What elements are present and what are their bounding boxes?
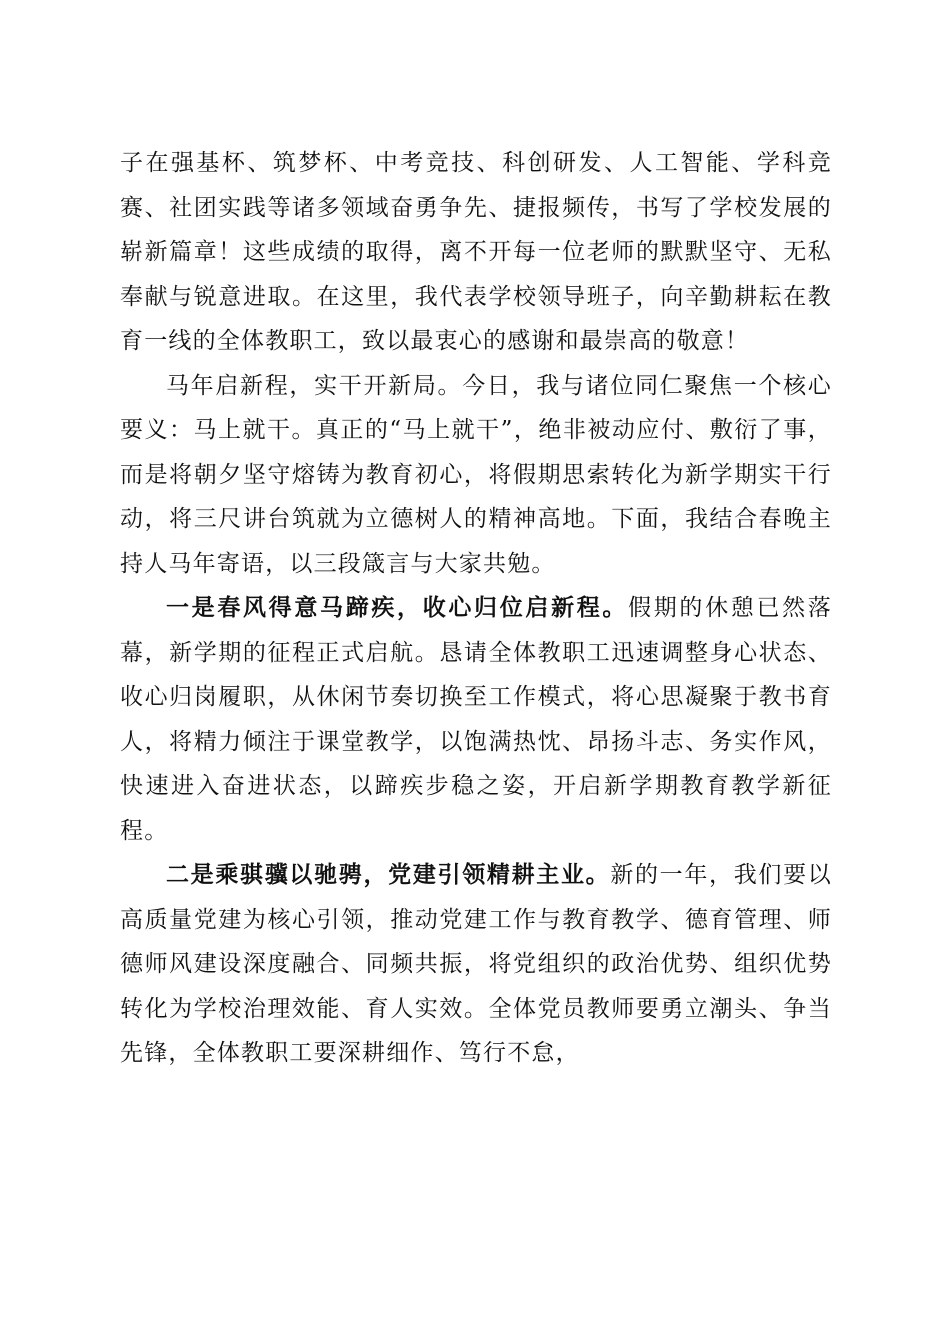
paragraph-4 <box>120 853 832 1076</box>
paragraph-1 <box>120 141 832 364</box>
paragraph-3-lead: 一是春风得意马蹄疾，收心归位启新程。 <box>166 594 629 621</box>
paragraph-3-text: 假期的休憩已然落幕，新学期的征程正式启航。恳请全体教职工迅速调整身心状态、收心归岗履职，从休闲节奏切换至工作模式，将心思凝聚于教书育人，将精力倾注于课堂教学，以饱满热忱、昂扬斗志、务实作风，快速进入奋进状态，以蹄疾步稳之姿，开启新学期教育教学新征程。 <box>120 595 832 844</box>
paragraph-2-text: 马年启新程，实干开新局。今日，我与诸位同仁聚焦一个核心要义：马上就干。真正的“马上就干”，绝非被动应付、敷衍了事，而是将朝夕坚守熔铸为教育初心，将假期思索转化为新学期实干行动，将三尺讲台筑就为立德树人的精神高地。下面，我结合春晚主持人马年寄语，以三段箴言与大家共勉。 <box>120 372 832 577</box>
document-body <box>120 141 832 1076</box>
paragraph-4-lead: 二是乘骐骥以驰骋，党建引领精耕主业。 <box>166 861 611 888</box>
paragraph-3 <box>120 586 832 853</box>
paragraph-2 <box>120 364 832 587</box>
paragraph-4-text: 新的一年，我们要以高质量党建为核心引领，推动党建工作与教育教学、德育管理、师德师风建设深度融合、同频共振，将党组织的政治优势、组织优势转化为学校治理效能、育人实效。全体党员教师要勇立潮头、争当先锋，全体教职工要深耕细作、笃行不怠， <box>120 862 832 1066</box>
paragraph-1-text: 子在强基杯、筑梦杯、中考竞技、科创研发、人工智能、学科竞赛、社团实践等诸多领域奋勇争先、捷报频传，书写了学校发展的崭新篇章！这些成绩的取得，离不开每一位老师的默默坚守、无私奉献与锐意进取。在这里，我代表学校领导班子，向辛勤耕耘在教育一线的全体教职工，致以最衷心的感谢和最崇高的敬意！ <box>120 150 832 354</box>
